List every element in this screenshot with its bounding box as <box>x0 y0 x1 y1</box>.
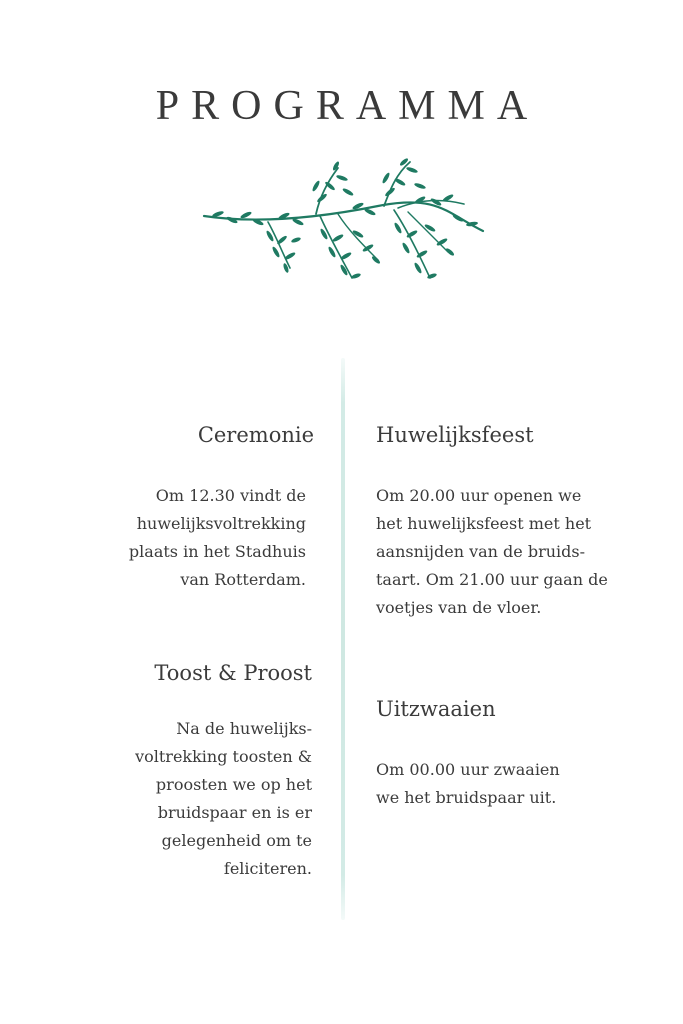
page-title: PROGRAMMA <box>155 83 540 129</box>
text-line: bruidspaar en is er <box>157 803 312 822</box>
text-line: proosten we op het <box>155 775 312 794</box>
text-ceremonie <box>129 482 306 594</box>
heading-ceremonie: Ceremonie <box>197 423 314 447</box>
text-line: voltrekking toosten & <box>135 747 312 766</box>
text-uitzwaaien <box>376 756 560 812</box>
text-toost-proost <box>135 715 312 883</box>
text-line: huwelijksvoltrekking <box>136 514 306 533</box>
text-line: Na de huwelijks- <box>176 719 312 738</box>
text-line: taart. Om 21.00 uur gaan de <box>376 570 608 589</box>
text-line: Om 20.00 uur openen we <box>376 486 582 505</box>
text-line: gelegenheid om te <box>161 831 312 850</box>
text-line: feliciteren. <box>223 859 312 878</box>
text-line: het huwelijksfeest met het <box>376 514 592 533</box>
foliage-sprig-icon <box>198 156 488 286</box>
text-line: Om 00.00 uur zwaaien <box>376 760 560 779</box>
text-line: we het bruidspaar uit. <box>376 788 557 807</box>
center-divider <box>341 358 345 920</box>
text-line: aansnijden van de bruids- <box>376 542 586 561</box>
text-line: plaats in het Stadhuis <box>128 542 306 561</box>
text-line: Om 12.30 vindt de <box>155 486 306 505</box>
heading-uitzwaaien: Uitzwaaien <box>376 697 496 721</box>
text-line: voetjes van de vloer. <box>376 598 542 617</box>
heading-huwelijksfeest: Huwelijksfeest <box>376 423 534 447</box>
text-line: van Rotterdam. <box>180 570 306 589</box>
heading-toost-proost: Toost & Proost <box>154 661 312 685</box>
text-huwelijksfeest <box>376 482 608 622</box>
